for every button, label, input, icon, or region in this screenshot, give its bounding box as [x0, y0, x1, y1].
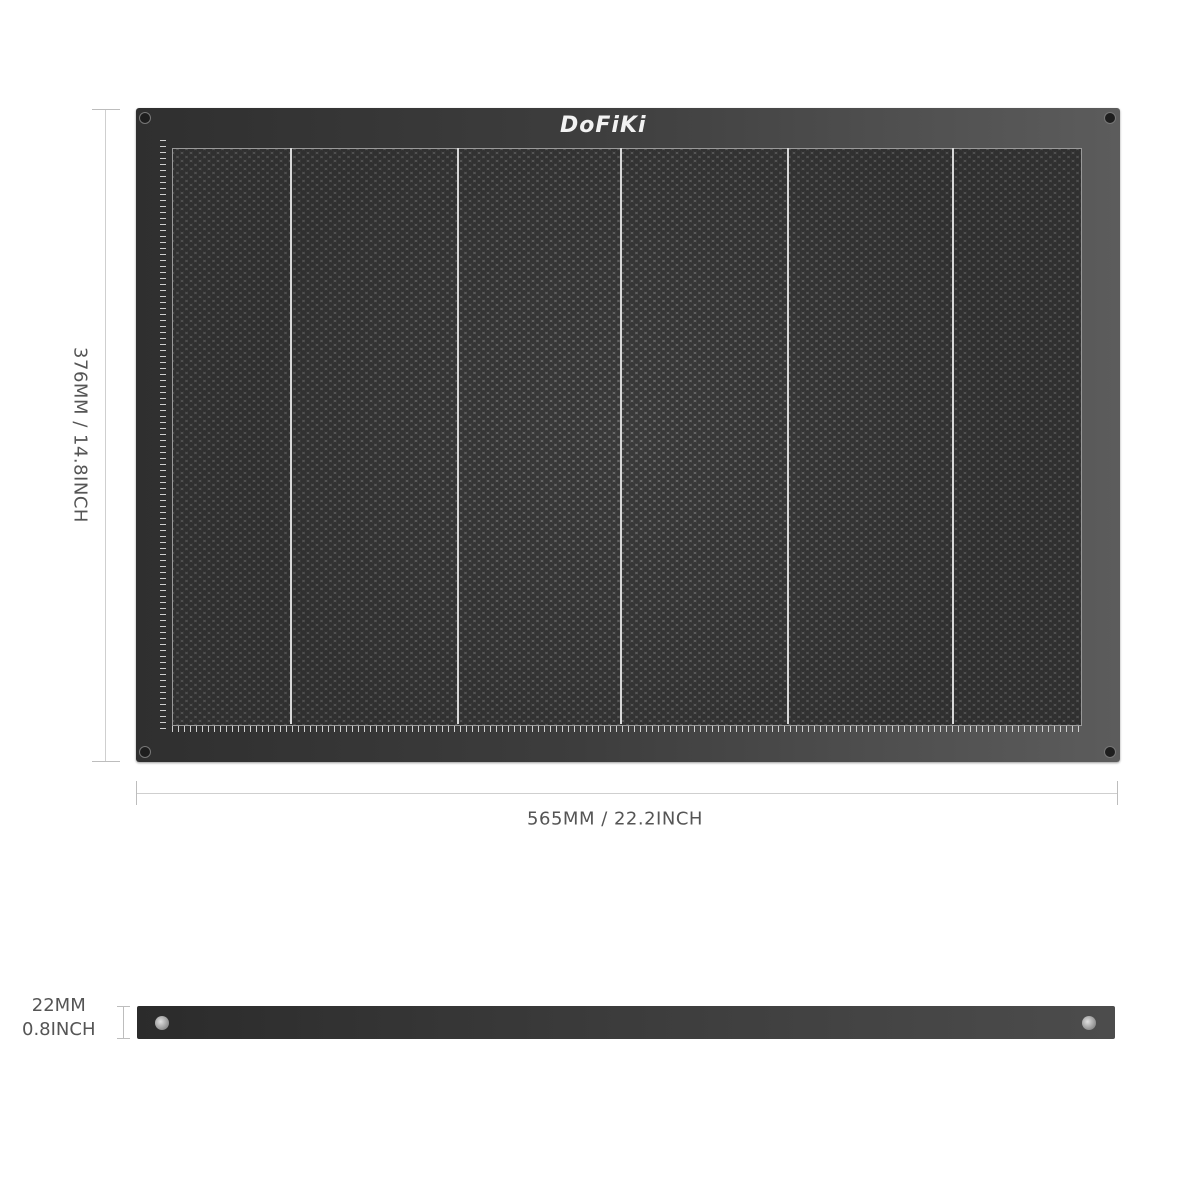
- support-slat: [290, 148, 292, 724]
- thickness-dimension-tick-top: [117, 1006, 130, 1007]
- screw-icon: [139, 746, 151, 758]
- screw-icon: [139, 112, 151, 124]
- left-ruler: [140, 140, 166, 730]
- width-dimension-tick-right: [1117, 781, 1118, 805]
- screw-icon: [155, 1016, 169, 1030]
- width-dimension-line: [136, 793, 1118, 794]
- height-label: 376MM / 14.8INCH: [69, 347, 91, 523]
- screw-icon: [1104, 112, 1116, 124]
- thickness-mm: 22MM: [31, 995, 86, 1016]
- screw-icon: [1104, 746, 1116, 758]
- thickness-dimension-tick-bottom: [117, 1038, 130, 1039]
- height-dimension-line: [105, 109, 106, 761]
- brand-logo: DoFiKi: [560, 113, 647, 138]
- screw-icon: [1082, 1016, 1096, 1030]
- height-dimension-tick-bottom: [92, 761, 120, 762]
- width-label: 565MM / 22.2INCH: [527, 808, 703, 830]
- width-dimension-tick-left: [136, 781, 137, 805]
- thickness-dimension-line: [123, 1006, 124, 1039]
- bottom-ruler: [172, 726, 1080, 756]
- thickness-inch: 0.8INCH: [22, 1019, 96, 1040]
- support-slat: [952, 148, 954, 724]
- support-slat: [787, 148, 789, 724]
- thickness-label: [22, 994, 96, 1042]
- side-profile-bar: [137, 1006, 1115, 1039]
- height-dimension-tick-top: [92, 109, 120, 110]
- honeycomb-mesh: [172, 148, 1082, 726]
- support-slat: [457, 148, 459, 724]
- support-slat: [620, 148, 622, 724]
